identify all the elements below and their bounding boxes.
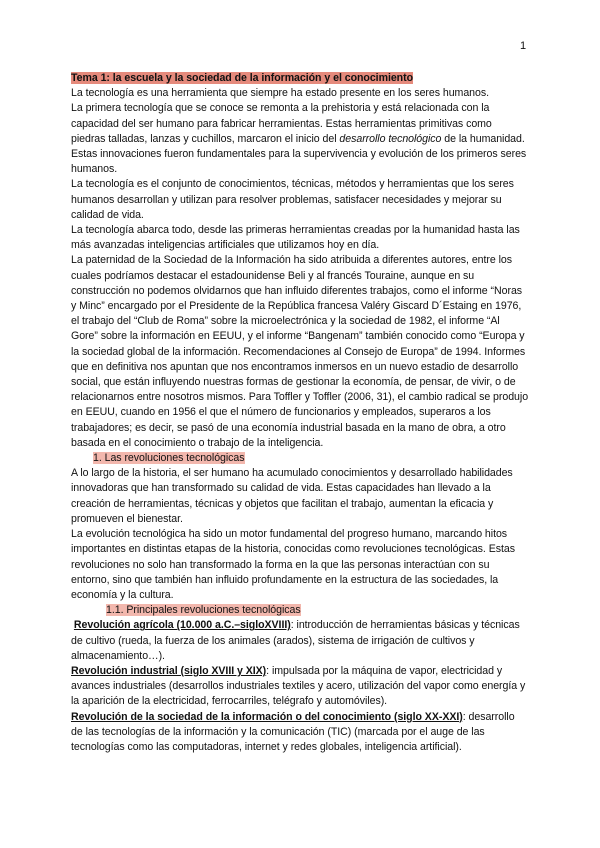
revolution-informacion-text: : desarrollo de las tecnologías de la información y la comunicación (TIC) (marcada por el auge de las tecnologías como las computadoras, internet y redes globales, inteligencia artificial). [71,710,515,753]
intro-paragraph-2-text: La primera tecnología que se conoce se remonta a la prehistoria y está relacionada con la capacidad del ser humano para fabricar herramientas. Estas herramientas primitivas como piedras talladas, lanzas y cuchillos, marcaron el inicio del [71,102,492,145]
revolution-agricola-title: Revolución agrícola (10.000 a.C.–sigloXVIII) [73,619,291,632]
page-number: 1 [520,40,527,52]
revolution-industrial-title: Revolución industrial (siglo XVIII y XIX) [71,664,267,677]
section-1-heading [71,451,529,466]
revolution-informacion [71,710,529,756]
intro-paragraph-6: La paternidad de la Sociedad de la Información ha sido atribuida a diferentes autores, entre los cuales podríamos destacar el estadounidense Beli y al francés Touraine, aunque en su construcción no podemos olvidarnos que han influido diferentes trabajos, como el informe “Noras y Minc” encargado por el Presidente de la República francesa Valéry Giscard D´Estaing en 1976, el trabajo del “Club de Roma” sobre la microelectrónica y la sociedad de 1982, el informe “Al Gore” sobre la información en EEUU, y el informe “Bangenam” también conocido como “Europa y la sociedad global de la información. Recomendaciones al Consejo de Europa” de 1994. Informes que en definitiva nos apuntan que nos encontramos inmersos en un nuevo estadio de desarrollo social, que están influyendo nuestras formas de gestionar la economía, de pensar, de vivir, o de relacionarnos entre nosotros mismos. Para Toffler y Toffler (2006, 31), el cambio radical se produjo en EEUU, cuando en 1956 el que el número de funcionarios y empleados, superaros a los trabajadores; es decir, se pasó de una economía industrial basada en la mano de obra, a otro basada en el conocimiento o trabajo de la inteligencia. [71,254,529,449]
section-1-1-heading-text: 1.1. Principales revoluciones tecnológicas [106,604,301,617]
intro-paragraph-2 [71,101,529,147]
intro-paragraph-1: La tecnología es una herramienta que siempre ha estado presente en los seres humanos. [71,87,490,100]
document-body [71,71,529,755]
intro-paragraph-2-tail: de la humanidad. [441,132,525,145]
section-1-paragraph-2: La evolución tecnológica ha sido un motor fundamental del progreso humano, marcando hitos importantes en distintas etapas de la historia, conocidas como revoluciones tecnológicas. Estas revoluciones no solo han transformado la forma en la que las personas interactúan con su entorno, sino que también han influido profundamente en la estructura de las sociedades, la economía y la cultura. [71,528,515,601]
topic-title-text: Tema 1: la escuela y la sociedad de la información y el conocimiento [71,72,413,84]
topic-title [71,71,529,86]
section-1-1-heading [71,603,529,618]
section-1-heading-text: 1. Las revoluciones tecnológicas [93,452,245,465]
intro-paragraph-4: La tecnología es el conjunto de conocimientos, técnicas, métodos y herramientas que los seres humanos desarrollan y utilizan para resolver problemas, satisfacer necesidades y mejorar su calidad de vida. [71,178,514,221]
revolution-industrial [71,664,529,710]
revolution-agricola-text: : introducción de herramientas básicas y técnicas de cultivo (rueda, la fuerza de los animales (arados), sistema de irrigación de cultivos y almacenamiento…). [71,619,520,662]
intro-paragraph-3: Estas innovaciones fueron fundamentales para la supervivencia y evolución de los primeros seres humanos. [71,148,527,176]
revolution-informacion-title: Revolución de la sociedad de la información o del conocimiento (siglo XX-XXI) [71,710,463,723]
intro-italic-term: desarrollo tecnológico [339,132,442,145]
intro-paragraph-5: La tecnología abarca todo, desde las primeras herramientas creadas por la humanidad hasta las más avanzadas inteligencias artificiales que utilizamos hoy en día. [71,224,520,252]
revolution-agricola [71,618,529,664]
section-1-paragraph-1: A lo largo de la historia, el ser humano ha acumulado conocimientos y desarrollado habilidades innovadoras que han transformado su calidad de vida. Estas capacidades han llevado a la creación de herramientas, técnicas y objetos que facilitan el trabajo, aumentan la eficacia y promueven el bienestar. [71,467,513,525]
revolution-industrial-text: : impulsada por la máquina de vapor, electricidad y avances industriales (desarrollos industriales textiles y acero, utilización del vapor como energía y la aparición de la electricidad, ferrocarriles, telégrafo y automóviles). [71,664,526,708]
